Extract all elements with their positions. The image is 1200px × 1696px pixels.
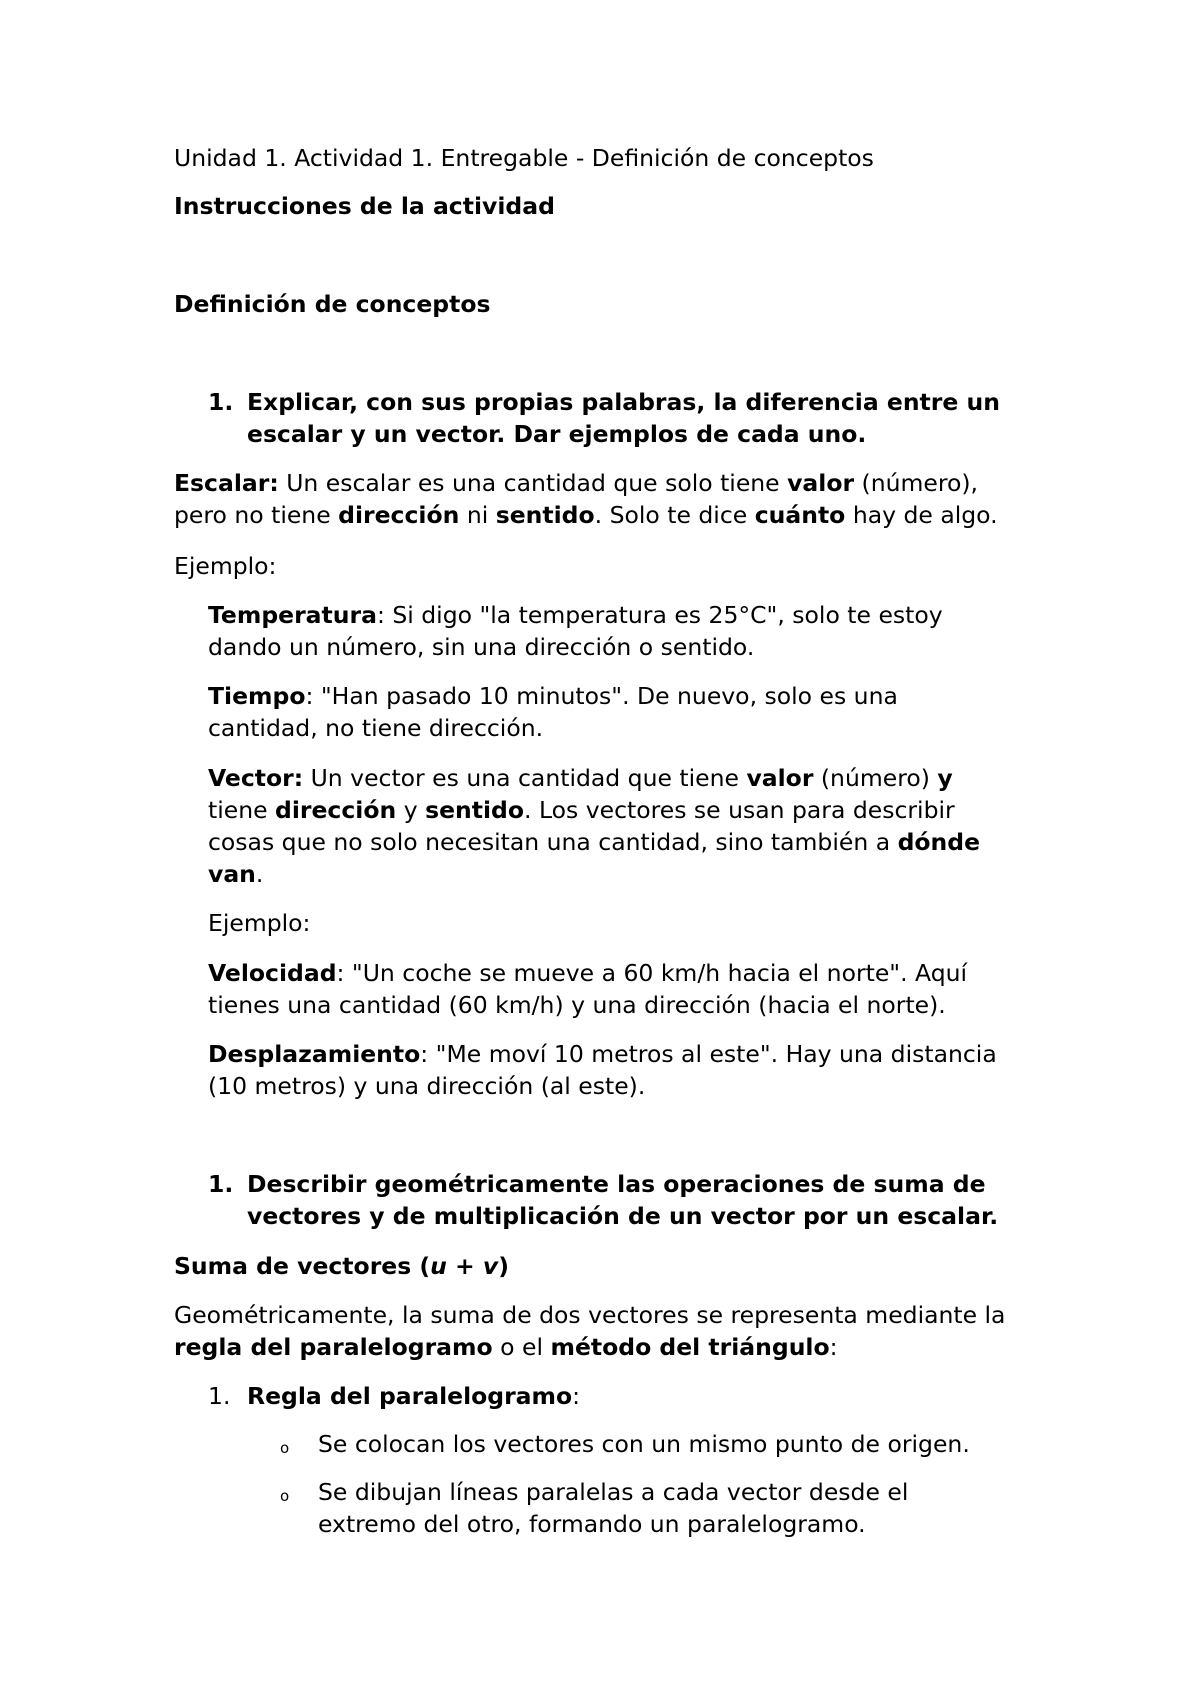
- text-line: Regla del paralelogramo:: [247, 1382, 581, 1410]
- doc-title: Unidad 1. Actividad 1. Entregable - Definición de conceptos: [174, 144, 874, 172]
- instructions-heading: Instrucciones de la actividad: [174, 192, 555, 220]
- question-line: vectores y de multiplicación de un vector por un escalar.: [247, 1202, 999, 1230]
- text-line: tiene dirección y sentido. Los vectores se usan para describir: [208, 796, 955, 824]
- text-line: Desplazamiento: "Me moví 10 metros al este". Hay una distancia: [208, 1040, 997, 1068]
- text-line: Vector: Un vector es una cantidad que tiene valor (número) y: [208, 764, 953, 792]
- question-number: 1.: [208, 1170, 234, 1198]
- text-line: pero no tiene dirección ni sentido. Solo te dice cuánto hay de algo.: [174, 501, 998, 529]
- example-label: Ejemplo:: [208, 909, 311, 937]
- example-label: Ejemplo:: [174, 552, 277, 580]
- text-line: Geométricamente, la suma de dos vectores se representa mediante la: [174, 1301, 1006, 1329]
- text-line: Escalar: Un escalar es una cantidad que solo tiene valor (número),: [174, 469, 979, 497]
- list-item: Se dibujan líneas paralelas a cada vector desde el: [318, 1478, 909, 1506]
- suma-heading: Suma de vectores (u + v): [174, 1252, 509, 1280]
- text-line: (10 metros) y una dirección (al este).: [208, 1072, 646, 1100]
- text-line: Temperatura: Si digo "la temperatura es 25°C", solo te estoy: [208, 601, 943, 629]
- bullet-icon: o: [280, 1487, 290, 1505]
- question-line: Explicar, con sus propias palabras, la diferencia entre un: [247, 388, 1000, 416]
- text-line: dando un número, sin una dirección o sentido.: [208, 633, 755, 661]
- text-line: Velocidad: "Un coche se mueve a 60 km/h hacia el norte". Aquí: [208, 959, 968, 987]
- question-number: 1.: [208, 388, 234, 416]
- text-line: cosas que no solo necesitan una cantidad, sino también a dónde: [208, 828, 981, 856]
- text-line: tienes una cantidad (60 km/h) y una dirección (hacia el norte).: [208, 991, 946, 1019]
- question-line: escalar y un vector. Dar ejemplos de cada uno.: [247, 420, 867, 448]
- question-line: Describir geométricamente las operaciones de suma de: [247, 1170, 986, 1198]
- text-line: regla del paralelogramo o el método del triángulo:: [174, 1333, 838, 1361]
- text-line: van.: [208, 860, 264, 888]
- bullet-icon: o: [280, 1439, 290, 1457]
- list-number: 1.: [208, 1382, 231, 1410]
- text-line: cantidad, no tiene dirección.: [208, 714, 544, 742]
- list-item: Se colocan los vectores con un mismo punto de origen.: [318, 1430, 970, 1458]
- list-item-continuation: extremo del otro, formando un paralelogramo.: [318, 1510, 866, 1538]
- section-heading: Definición de conceptos: [174, 290, 491, 318]
- text-line: Tiempo: "Han pasado 10 minutos". De nuevo, solo es una: [208, 682, 898, 710]
